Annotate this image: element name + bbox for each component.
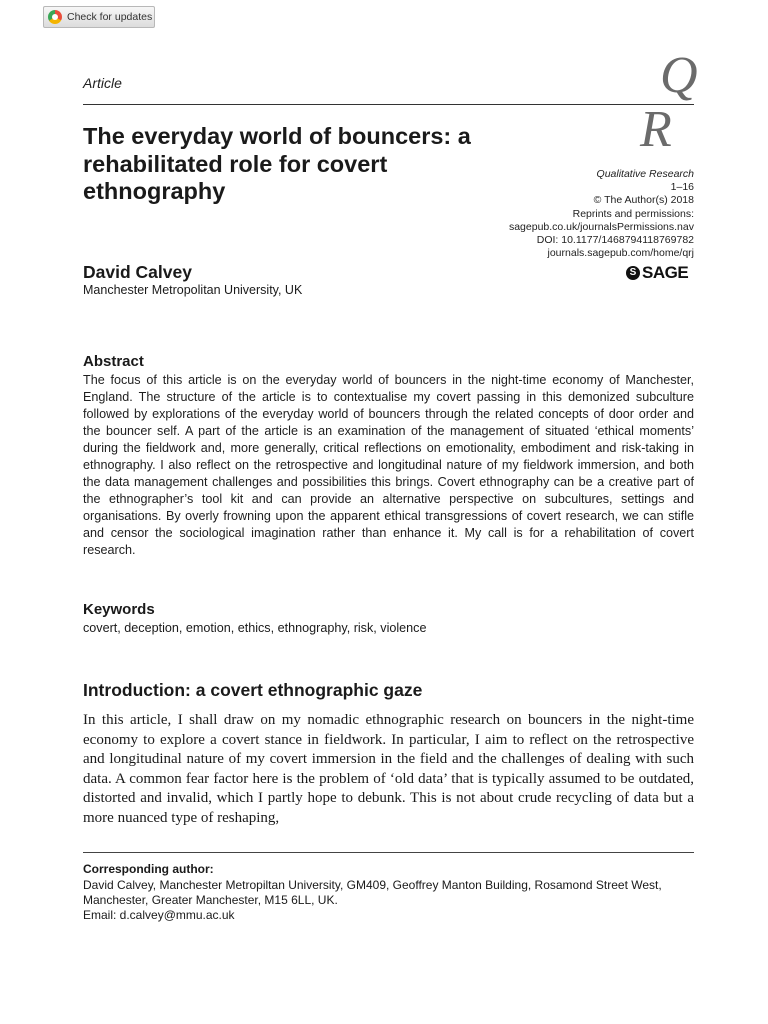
copyright: © The Author(s) 2018 (593, 194, 694, 207)
header-divider (83, 104, 694, 105)
check-for-updates-button[interactable] (43, 6, 155, 28)
journal-logo-r: R (640, 101, 672, 158)
introduction-paragraph: In this article, I shall draw on my nomadic ethnographic research on bouncers in the night-time economy to explore a covert stance in fieldwork. In particular, I aim to reflect on the retrospective and longitudinal nature of my covert immersion in the field and the challenges of dealing with such data. A common fear factor here is the problem of ‘old data’ that is typically assumed to be outdated, distorted and invalid, which I partly hope to debunk. This is not about crude recycling of data but a more nuanced type of reshaping, (83, 712, 694, 826)
page-range: 1–16 (670, 181, 694, 194)
corresponding-author-heading: Corresponding author: (83, 862, 214, 876)
corresponding-author-email[interactable]: Email: d.calvey@mmu.ac.uk (83, 908, 235, 922)
reprints-link[interactable]: sagepub.co.uk/journalsPermissions.nav (508, 220, 694, 233)
article-title: The everyday world of bouncers: a rehabilitated role for covert ethnography (83, 123, 471, 204)
journal-homepage-link[interactable]: journals.sagepub.com/home/qrj (547, 247, 694, 260)
section-label: Article (83, 75, 122, 91)
sage-mark-icon: S (626, 266, 640, 280)
corresponding-author-details (83, 878, 694, 923)
check-for-updates-label: Check for updates (67, 11, 153, 23)
doi-link[interactable]: DOI: 10.1177/1468794118769782 (536, 234, 694, 247)
reprints-label: Reprints and permissions: (572, 207, 694, 220)
journal-name: Qualitative Research (596, 168, 694, 180)
keywords-list: covert, deception, emotion, ethics, ethnography, risk, violence (83, 621, 427, 635)
corresponding-author-address: David Calvey, Manchester Metropiltan University, GM409, Geoffrey Manton Building, Rosamond Street West, Manchester, Greater Manchester, M15 6LL, UK. (83, 878, 662, 907)
author-name: David Calvey (83, 262, 192, 282)
journal-logo-q: Q (660, 47, 698, 104)
crossmark-icon (48, 10, 62, 24)
author-affiliation: Manchester Metropolitan University, UK (83, 283, 303, 297)
publisher-name: SAGE (642, 263, 689, 282)
abstract-heading: Abstract (83, 353, 144, 370)
section-heading-introduction: Introduction: a covert ethnographic gaze (83, 680, 423, 700)
keywords-heading: Keywords (83, 601, 155, 618)
footnote-divider (83, 852, 694, 853)
abstract-text: The focus of this article is on the everyday world of bouncers in the night-time economy of Manchester, England. The structure of the article is to contextualise my covert passing in this demonized subculture followed by explorations of the everyday world of bouncers through the related concepts of door order and the bouncer self. A part of the article is an examination of the management of situated ‘ethical moments’ during the fieldwork and, more generally, critical reflections on emotionality, embodiment and risk-taking in ethnography. I also reflect on the retrospective and longitudinal nature of my fieldwork immersion, and both the data management challenges and possibilities this brings. Covert ethnography can be a creative part of the ethnographer’s tool kit and can provide an alternative perspective on subcultures, settings and organisations. By overly frowning upon the apparent ethical transgressions of covert research, we can stifle and censor the sociological imagination rather than enhance it. My call is for a rehabilitation of covert research. (83, 373, 694, 557)
publication-meta (480, 168, 694, 260)
publisher-logo (626, 263, 688, 283)
